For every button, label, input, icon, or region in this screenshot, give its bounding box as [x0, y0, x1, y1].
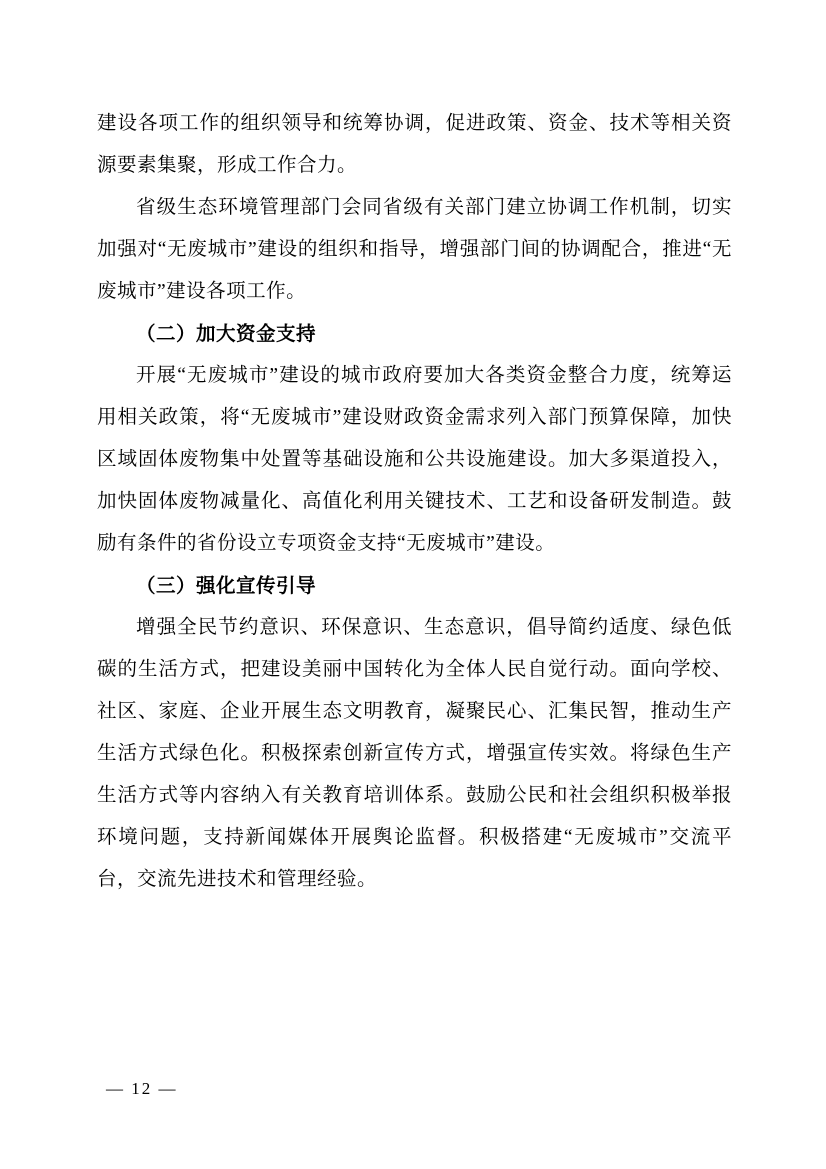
paragraph-publicity-guidance: 增强全民节约意识、环保意识、生态意识，倡导简约适度、绿色低碳的生活方式，把建设美丽中国转化为全体人民自觉行动。面向学校、社区、家庭、企业开展生态文明教育，凝聚民心、汇集民智，推动生产生活方式绿色化。积极探索创新宣传方式，增强宣传实效。将绿色生产生活方式等内容纳入有关教育培训体系。鼓励公民和社会组织积极举报环境问题，支持新闻媒体开展舆论监督。积极搭建“无废城市”交流平台，交流先进技术和管理经验。 [97, 617, 732, 890]
page-number: — 12 — [106, 1079, 178, 1098]
section-heading-publicity-guidance: （三）强化宣传引导 [136, 575, 317, 597]
paragraph-coordination-mechanism: 省级生态环境管理部门会同省级有关部门建立协调工作机制，切实加强对“无废城市”建设的组织和指导，增强部门间的协调配合，推进“无废城市”建设各项工作。 [97, 197, 732, 302]
document-body [97, 103, 732, 901]
paragraph-continuation: 建设各项工作的组织领导和统筹协调，促进政策、资金、技术等相关资源要素集聚，形成工作合力。 [97, 113, 732, 176]
section-heading-funding-support: （二）加大资金支持 [136, 323, 317, 345]
paragraph-funding-support: 开展“无废城市”建设的城市政府要加大各类资金整合力度，统筹运用相关政策，将“无废城市”建设财政资金需求列入部门预算保障，加快区域固体废物集中处置等基础设施和公共设施建设。加大多渠道投入，加快固体废物减量化、高值化利用关键技术、工艺和设备研发制造。鼓励有条件的省份设立专项资金支持“无废城市”建设。 [97, 365, 732, 554]
